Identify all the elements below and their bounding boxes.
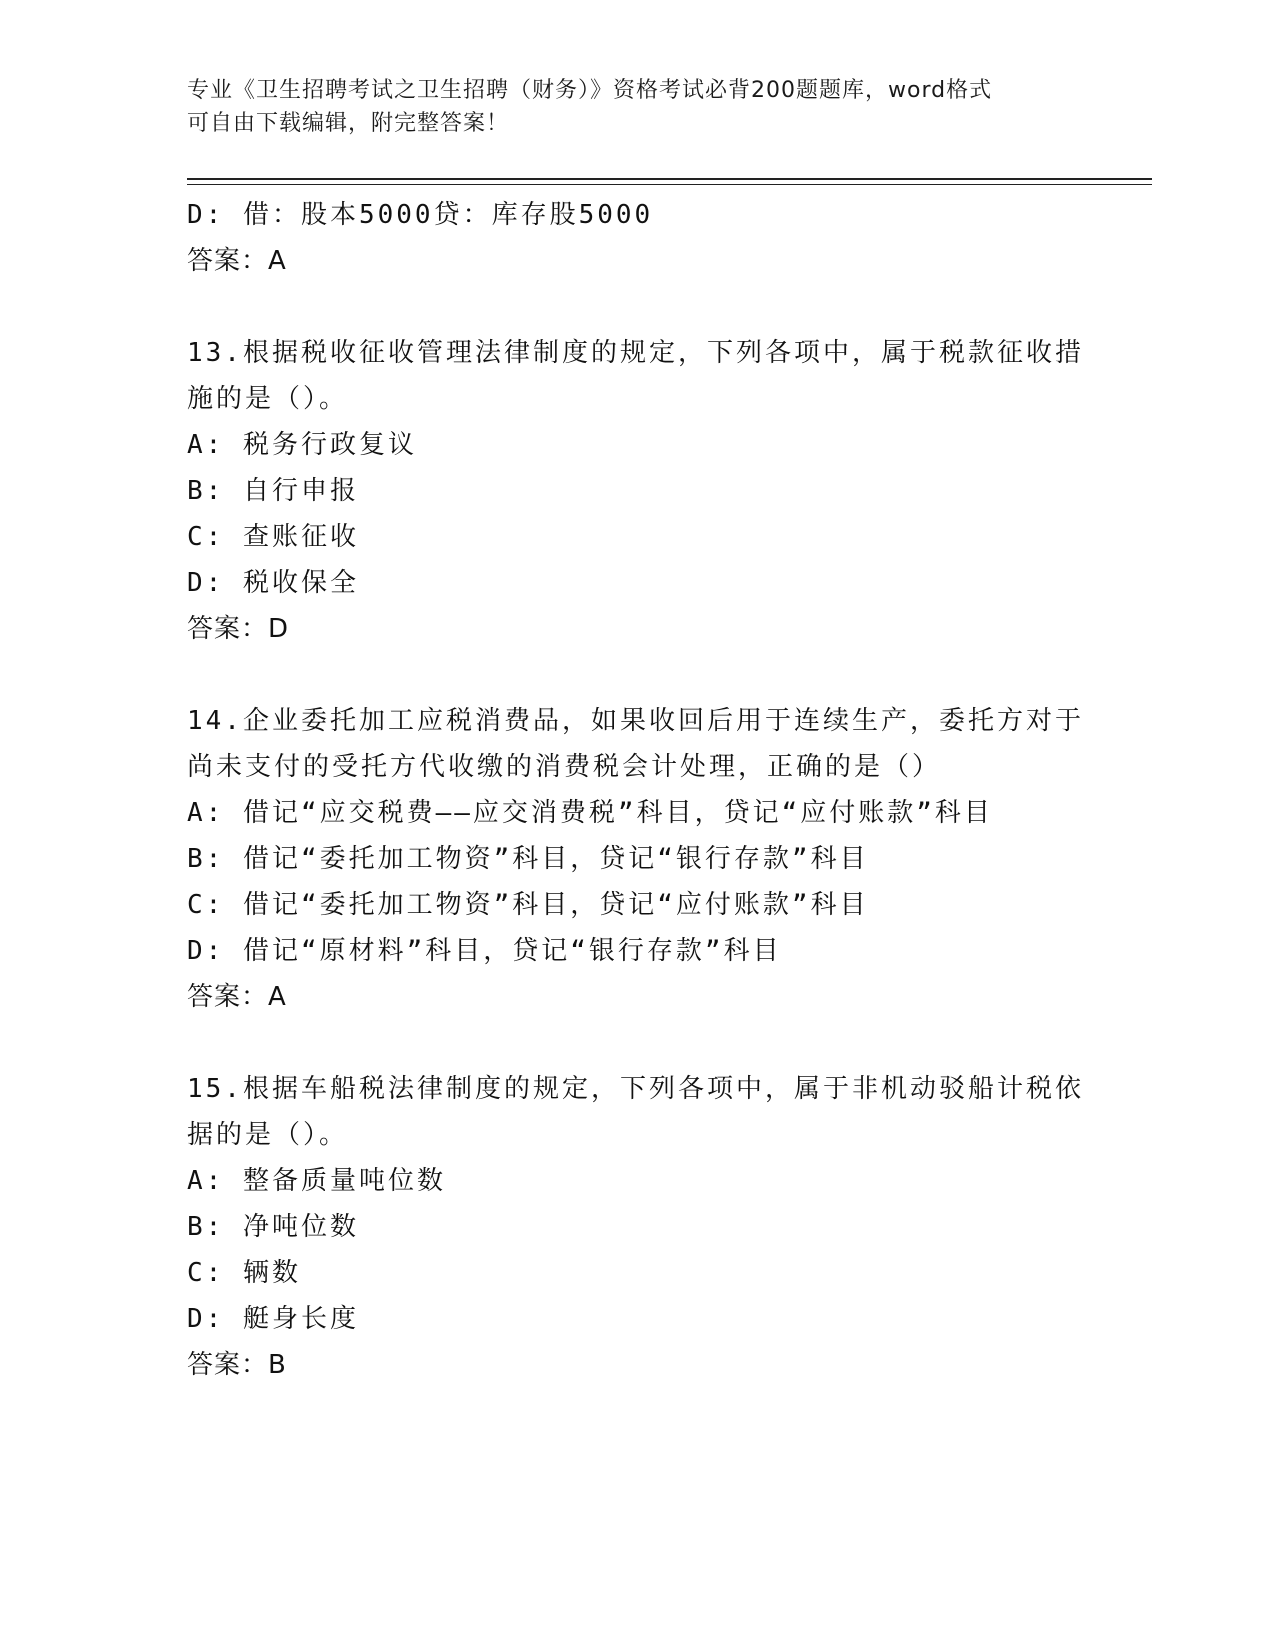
option-d: D: 借：股本5000贷：库存股5000 (187, 200, 654, 230)
option-b: B: 自行申报 (187, 476, 359, 506)
question-15 (187, 1066, 1087, 1388)
option-a: A: 借记“应交税费——应交消费税”科目，贷记“应付账款”科目 (187, 798, 993, 828)
answer-line: 答案：A (187, 246, 287, 276)
page-header (187, 74, 1087, 140)
option-d: D: 税收保全 (187, 568, 359, 598)
question-stem-line-2: 尚未支付的受托方代收缴的消费税会计处理，正确的是（） (187, 752, 942, 782)
option-a: A: 税务行政复议 (187, 430, 417, 460)
question-stem-line-2: 施的是（）。 (187, 384, 349, 414)
spacer (187, 284, 1087, 330)
answer-line: 答案：B (187, 1350, 287, 1380)
question-14 (187, 698, 1087, 1020)
document-body (187, 192, 1087, 1388)
answer-line: 答案：A (187, 982, 287, 1012)
header-title-line-1: 专业《卫生招聘考试之卫生招聘（财务）》资格考试必背200题题库，word格式 (187, 78, 993, 103)
option-d: D: 艇身长度 (187, 1304, 359, 1334)
question-stem-line-1: 14.企业委托加工应税消费品，如果收回后用于连续生产，委托方对于 (187, 706, 1084, 736)
header-divider-thick (187, 178, 1152, 180)
option-d: D: 借记“原材料”科目，贷记“银行存款”科目 (187, 936, 782, 966)
answer-line: 答案：D (187, 614, 290, 644)
option-b: B: 净吨位数 (187, 1212, 359, 1242)
spacer (187, 1020, 1087, 1066)
option-c: C: 借记“委托加工物资”科目，贷记“应付账款”科目 (187, 890, 869, 920)
question-stem-line-2: 据的是（）。 (187, 1120, 349, 1150)
option-b: B: 借记“委托加工物资”科目，贷记“银行存款”科目 (187, 844, 869, 874)
question-stem-line-1: 15.根据车船税法律制度的规定，下列各项中，属于非机动驳船计税依 (187, 1074, 1084, 1104)
header-divider-thin (187, 184, 1152, 185)
question-12-tail (187, 192, 1087, 284)
question-stem-line-1: 13.根据税收征收管理法律制度的规定，下列各项中，属于税款征收措 (187, 338, 1084, 368)
option-a: A: 整备质量吨位数 (187, 1166, 446, 1196)
option-c: C: 辆数 (187, 1258, 301, 1288)
option-c: C: 查账征收 (187, 522, 359, 552)
question-13 (187, 330, 1087, 652)
header-title-line-2: 可自由下载编辑，附完整答案！ (187, 111, 510, 136)
spacer (187, 652, 1087, 698)
